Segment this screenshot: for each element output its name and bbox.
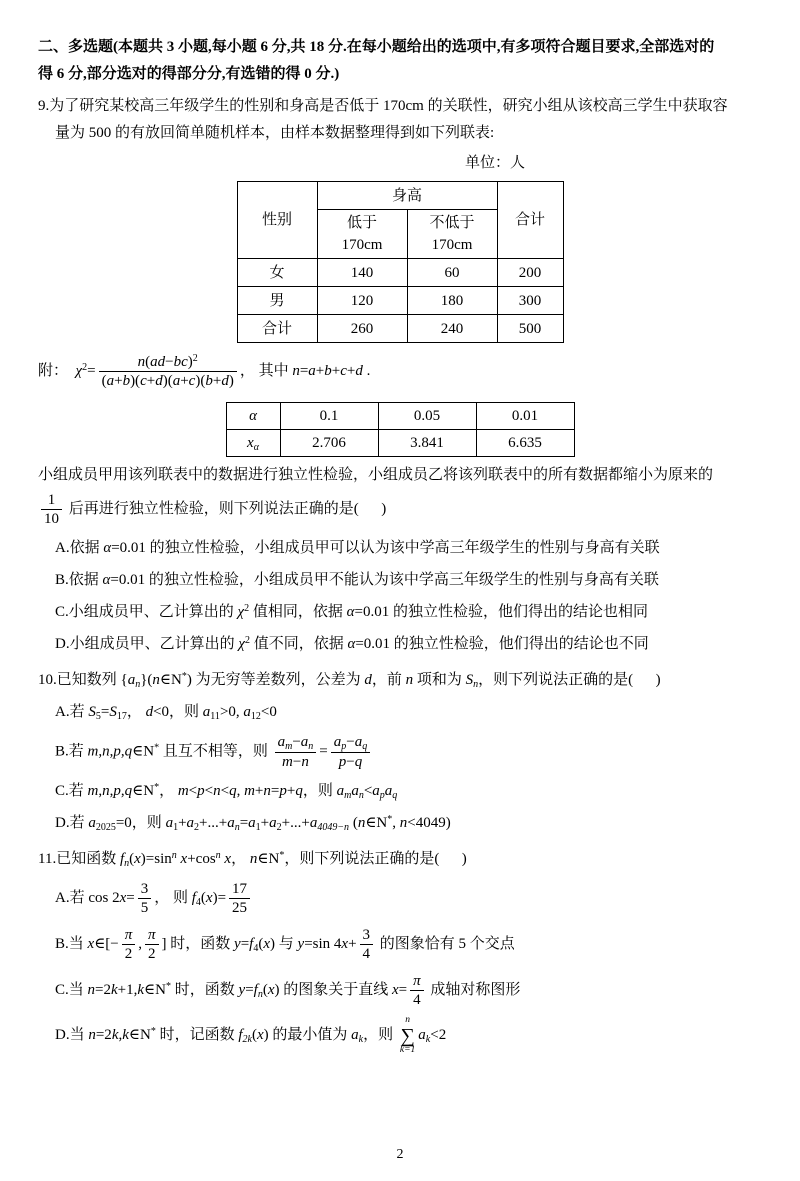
denominator: 4 [413, 992, 421, 1008]
math-token: S [109, 704, 117, 720]
math-token: n [301, 754, 309, 770]
math-token: χ [75, 362, 83, 379]
math-token: α [346, 604, 355, 620]
subscript: n [124, 858, 130, 869]
subscript: n [308, 741, 314, 752]
superscript: * [181, 671, 187, 682]
math-token: k [122, 1026, 129, 1043]
math-token: π [148, 927, 156, 943]
subscript: 2 [194, 822, 200, 833]
fraction [360, 926, 374, 963]
header-cell-gender: 性别 [237, 182, 317, 259]
math-token: n [88, 1026, 96, 1043]
cell-value: 240 [407, 315, 497, 343]
denominator: 25 [232, 900, 248, 916]
numerator [410, 972, 424, 991]
math-token: a [336, 783, 345, 799]
math-token: c [140, 373, 147, 389]
q10-option-c: C.若 m,n,p,q∈N*， m<p<n<q, m+n=p+q，则 $a_ma_n<a_pa_q$ [55, 782, 398, 801]
header-cell-below-170 [317, 210, 407, 259]
math-token: a [351, 1026, 359, 1043]
math-token: b [324, 362, 332, 379]
math-token: n [137, 354, 146, 370]
fraction [275, 733, 317, 771]
math-token: a [300, 734, 309, 750]
math-token: n [102, 743, 110, 760]
fraction [138, 880, 152, 917]
q11-stem: 11.已知函数 $f_n(x)=\sin^n$ $x+\cos^n$ x， n∈N*，则下列说法正确的是( ) [38, 850, 467, 869]
q9-description-line2: $\frac{1}{10}$ 后再进行独立性检验，则下列说法正确的是( ) [38, 489, 762, 530]
math-token: n [87, 981, 96, 998]
math-token: x [257, 1026, 264, 1043]
denominator: m−n [282, 754, 309, 770]
math-token: α [102, 572, 111, 588]
fraction [410, 972, 424, 1009]
math-token: sin [154, 851, 172, 867]
subscript: α [253, 442, 259, 453]
q9-option-c: C.小组成员甲、乙计算出的 $\chi^2$ 值相同，依据 α=0.01 的独立性检验，他们得出的结论也相同 [55, 603, 648, 620]
math-token: k [111, 1026, 119, 1043]
math-token: d [221, 373, 229, 389]
denominator: p−q [338, 754, 363, 770]
q9-option-d: D.小组成员甲、乙计算出的 $\chi^2$ 值不同，依据 α=0.01 的独立性检验，他们得出的结论也不同 [55, 635, 649, 652]
subscript: 11 [210, 711, 220, 722]
math-token: q [229, 783, 237, 799]
subscript: 1 [173, 822, 179, 833]
math-token: d [355, 362, 363, 379]
cell-value: 500 [497, 315, 563, 343]
numerator: 3 [360, 926, 374, 945]
numerator: 3 [138, 880, 152, 899]
math-token: n [357, 815, 366, 831]
math-token: N [140, 1026, 151, 1043]
subscript: p [341, 741, 347, 752]
math-token: m [244, 783, 255, 799]
math-token: m [177, 783, 189, 799]
math-token: q [295, 783, 303, 799]
sum-lower-limit: k=1 [399, 1044, 416, 1055]
q9-option-b: B.依据 α=0.01 的独立性检验，小组成员甲不能认为该中学高三年级学生的性别与身高有关联 [55, 572, 659, 588]
superscript: * [387, 814, 393, 825]
subscript: n [234, 822, 240, 833]
math-token: x [263, 935, 271, 952]
math-token: n [102, 783, 110, 799]
subscript: 2025 [95, 822, 116, 833]
cell-value: 180 [407, 287, 497, 315]
q10-option-b: B.若 m,n,p,q∈N* 且互不相等，则 $\frac{a_m-a_n}{m-n}$ = $\frac{a_p-a_q}{p-q}$ [38, 731, 762, 773]
math-token: n [292, 362, 300, 379]
cell-value: 300 [497, 287, 563, 315]
math-token: x [224, 851, 232, 867]
subscript: p [379, 790, 385, 801]
subscript: 5 [95, 711, 101, 722]
q11-option-b: B.当 x∈[− $\frac{\pi}{2}$ , $\frac{\pi}{2}$ ] 时，函数 $y=f_4(x)$ 与 y=sin 4x+ $\frac{3}{4}$ 的图象恰有 5 个交点 [55, 927, 515, 962]
math-token: a [165, 815, 174, 831]
math-token: a [186, 815, 195, 831]
numerator [122, 926, 136, 945]
subscript: 17 [116, 711, 127, 722]
cell-value: 2.706 [280, 430, 378, 457]
fraction [41, 491, 62, 528]
math-token: b [122, 373, 131, 389]
math-token: q [354, 754, 363, 770]
superscript: 2 [82, 361, 88, 373]
numerator: $a_p-a_q$ [331, 733, 370, 753]
math-token: π [413, 973, 421, 989]
math-token: a [418, 1026, 426, 1043]
superscript: * [154, 782, 160, 793]
fraction [229, 880, 250, 917]
math-token: q [124, 783, 133, 799]
math-token: x [87, 935, 95, 952]
header-below-line2: 170cm [341, 237, 383, 253]
math-token: a [354, 734, 363, 750]
critical-value-table [226, 402, 575, 457]
cell-value: 3.841 [378, 430, 476, 457]
math-token: N [143, 783, 155, 799]
superscript: * [166, 980, 171, 992]
table-row-x-alpha [226, 430, 574, 457]
math-token: a [308, 362, 316, 379]
math-token: a [309, 815, 318, 831]
sum-upper-limit: n [405, 1015, 410, 1025]
math-token: p [279, 783, 287, 799]
subscript: q [392, 790, 398, 801]
math-token: a [106, 373, 115, 389]
math-token: p [113, 743, 121, 760]
subscript: m [344, 790, 352, 801]
fraction [122, 926, 136, 963]
denominator: 5 [140, 900, 149, 916]
math-token: N [155, 981, 166, 998]
math-token: f [191, 889, 196, 906]
fraction [145, 926, 159, 963]
math-token: ) [187, 354, 193, 370]
math-token: c [188, 373, 196, 389]
denominator: 10 [44, 511, 59, 527]
subscript: n [473, 679, 479, 690]
denominator: (a+b)(c+d)(a+c)(b+d) [101, 373, 234, 389]
unit-label: 单位：人 [464, 155, 525, 171]
numerator: 1 [41, 491, 62, 510]
superscript: * [154, 742, 160, 754]
math-token: a [202, 704, 211, 720]
sigma-icon: ∑ [400, 1024, 415, 1047]
cell-label: 女 [237, 259, 317, 287]
header-above-line1: 不低于 [429, 215, 475, 231]
math-token: χ [238, 636, 245, 652]
math-token: d [155, 373, 163, 389]
math-token: n [399, 815, 408, 831]
math-token: x [341, 935, 349, 952]
math-token: x [119, 889, 127, 906]
math-token: a [372, 783, 380, 799]
cell-value: 120 [317, 287, 407, 315]
math-token: S [88, 704, 96, 720]
subscript: 12 [250, 711, 261, 722]
contingency-table [237, 181, 564, 343]
math-token: a [333, 734, 342, 750]
math-token: α [249, 408, 257, 424]
subscript: q [362, 741, 368, 752]
math-token: n [405, 672, 414, 688]
superscript: * [279, 850, 285, 861]
header-above-line2: 170cm [431, 237, 473, 253]
math-token: x [392, 981, 399, 998]
math-token: y [238, 981, 246, 998]
subscript: k [358, 1033, 364, 1045]
subscript: 4 [195, 896, 201, 908]
math-token: b [205, 373, 213, 389]
math-token: f [238, 1026, 243, 1043]
math-token: cos [195, 851, 216, 867]
math-token: x [180, 851, 188, 867]
math-token: y [297, 935, 305, 952]
math-token: x [134, 851, 141, 867]
math-token: a [277, 734, 286, 750]
math-token: f [119, 851, 125, 867]
page-number: 2 [396, 1147, 404, 1162]
cell-value: 200 [497, 259, 563, 287]
math-token: p [197, 783, 205, 799]
cell-label: 合计 [237, 315, 317, 343]
math-token: q [124, 743, 133, 760]
math-token: a [172, 373, 181, 389]
q11-option-c: C.当 n=2k+1,k∈N* 时，函数 $y=f_n(x)$ 的图象关于直线 x= $\frac{\pi}{4}$ 成轴对称图形 [55, 973, 521, 1008]
math-token: N [143, 743, 155, 760]
cell-alpha-symbol [226, 403, 280, 430]
math-token: d [364, 672, 372, 688]
section-header-line2: 得 6 分,部分选对的得部分分,有选错的得 0 分.) [38, 66, 340, 82]
q10-option-a: A.若 $S_5=S_{17}$， d<0，则 $a_{11}>0$, $a_{12}<0$ [55, 704, 277, 722]
table-row-alpha [226, 403, 574, 430]
q10-stem: 10.已知数列 $\{a_n\}(n\in N^*)$ 为无穷等差数列，公差为 d，前 n 项和为 $S_n$，则下列说法正确的是( ) [38, 671, 661, 690]
subscript: n [135, 679, 141, 690]
table-row-female [237, 259, 563, 287]
math-token: a [384, 783, 393, 799]
fraction [331, 733, 370, 771]
numerator: $a_m-a_n$ [275, 733, 317, 753]
math-token: m [282, 754, 293, 770]
math-token: χ [237, 604, 245, 620]
math-token: a [269, 815, 277, 831]
q9-description-line1: 小组成员甲用该列联表中的数据进行独立性检验，小组成员乙将该列联表中的所有数据都缩小为原来的 [38, 467, 714, 483]
math-token: n [152, 672, 160, 688]
math-token: a [88, 815, 96, 831]
denominator: 4 [362, 946, 371, 962]
cell-value: 260 [317, 315, 407, 343]
sum-operator [400, 1016, 415, 1055]
cell-value: 0.05 [378, 403, 476, 430]
subscript: 4049−n [317, 822, 350, 833]
math-token: n [249, 851, 258, 867]
math-token: c [340, 362, 347, 379]
numerator: $n(ad-bc)^2$ [99, 353, 237, 372]
header-cell-total: 合计 [497, 182, 563, 259]
q9-stem-line2: 量为 500 的有放回简单随机样本，由样本数据整理得到如下列联表: [55, 125, 495, 141]
denominator: 2 [148, 946, 156, 962]
math-token: f [249, 935, 254, 952]
denominator: 2 [124, 946, 133, 962]
subscript: 4 [253, 942, 259, 954]
math-token: N [268, 851, 280, 867]
superscript: n [215, 850, 221, 861]
subscript: m [285, 741, 293, 752]
math-token: f [253, 981, 258, 998]
superscript: * [150, 1025, 156, 1037]
cell-value: 0.01 [476, 403, 574, 430]
math-token: α [347, 636, 356, 652]
math-token: N [171, 672, 182, 688]
table-row-male [237, 287, 563, 315]
table-header-row1 [237, 182, 563, 210]
cell-x-alpha-symbol [226, 430, 280, 457]
math-token: a [127, 672, 136, 688]
subscript: n [257, 988, 263, 1000]
section-header-line1: 二、多选题(本题共 3 小题,每小题 6 分,共 18 分.在每小题给出的选项中,有多项符合题目要求,全部选对的 [38, 39, 715, 55]
q9-option-a: A.依据 α=0.01 的独立性检验，小组成员甲可以认为该中学高三年级学生的性别与身高有关联 [55, 540, 660, 556]
superscript: n [171, 850, 177, 861]
math-token: ad [150, 354, 166, 370]
subscript: k [425, 1033, 431, 1045]
q9-stem-line1: 9.为了研究某校高三年级学生的性别和身高是否低于 170cm 的关联性，研究小组从该校高三学生中获取容 [38, 98, 728, 114]
math-token: m [87, 743, 99, 760]
math-token: π [124, 927, 133, 943]
q10-option-d: D.若 $a_{2025}=0$，则 $a_1+a_2+...+a_n=a_1+a_2+...+a_{4049-n}$ (n∈N*, n<4049) [55, 814, 451, 833]
math-token: bc [173, 354, 188, 370]
chi-square-formula: 附： $\chi^2=$ $\frac{n(ad-bc)^2}{(a+b)(c+d)(a+c)(b+d)}$ ， 其中 n=a+b+c+d . [38, 353, 371, 389]
numerator [145, 926, 159, 945]
math-token: k [137, 981, 145, 998]
math-token: m [87, 783, 99, 799]
superscript: 2 [244, 603, 250, 614]
subscript: 1 [255, 822, 261, 833]
subscript: 2 [276, 822, 282, 833]
math-token: a [243, 704, 251, 720]
header-below-line1: 低于 [346, 215, 377, 231]
math-token: p [338, 754, 347, 770]
math-token: p [113, 783, 121, 799]
math-token: a [351, 783, 359, 799]
cell-value: 6.635 [476, 430, 574, 457]
math-token: x [267, 981, 275, 998]
cell-value: 60 [407, 259, 497, 287]
header-cell-above-170 [407, 210, 497, 259]
cell-value: 140 [317, 259, 407, 287]
cell-value: 0.1 [280, 403, 378, 430]
q11-option-a: A.若 cos 2x= $\frac{3}{5}$ ， 则 $f_4(x)=$ $\frac{17}{25}$ [38, 878, 762, 919]
table-row-total [237, 315, 563, 343]
q11-option-d: D.当 n=2k,k∈N* 时，记函数 $f_{2k}(x)$ 的最小值为 $a_k$，则 n ∑ k=1 $a_k<2$ [55, 1015, 447, 1055]
math-token: x [247, 435, 254, 451]
math-token: a [227, 815, 235, 831]
math-token: k [110, 981, 118, 998]
math-token: n [263, 783, 271, 799]
fraction [99, 353, 237, 390]
math-token: d [145, 704, 154, 720]
superscript: 2 [192, 353, 198, 364]
superscript: 2 [244, 635, 250, 646]
math-token: α [103, 540, 112, 556]
math-token: n [213, 783, 221, 799]
numerator: 17 [229, 880, 250, 899]
math-token: a [248, 815, 256, 831]
math-token: N [376, 815, 388, 831]
subscript: 2k [242, 1033, 252, 1045]
math-token: x [205, 889, 213, 906]
math-token: y [234, 935, 241, 952]
header-cell-height: 身高 [317, 182, 497, 210]
cell-label: 男 [237, 287, 317, 315]
subscript: n [358, 790, 364, 801]
math-token: S [465, 672, 474, 688]
